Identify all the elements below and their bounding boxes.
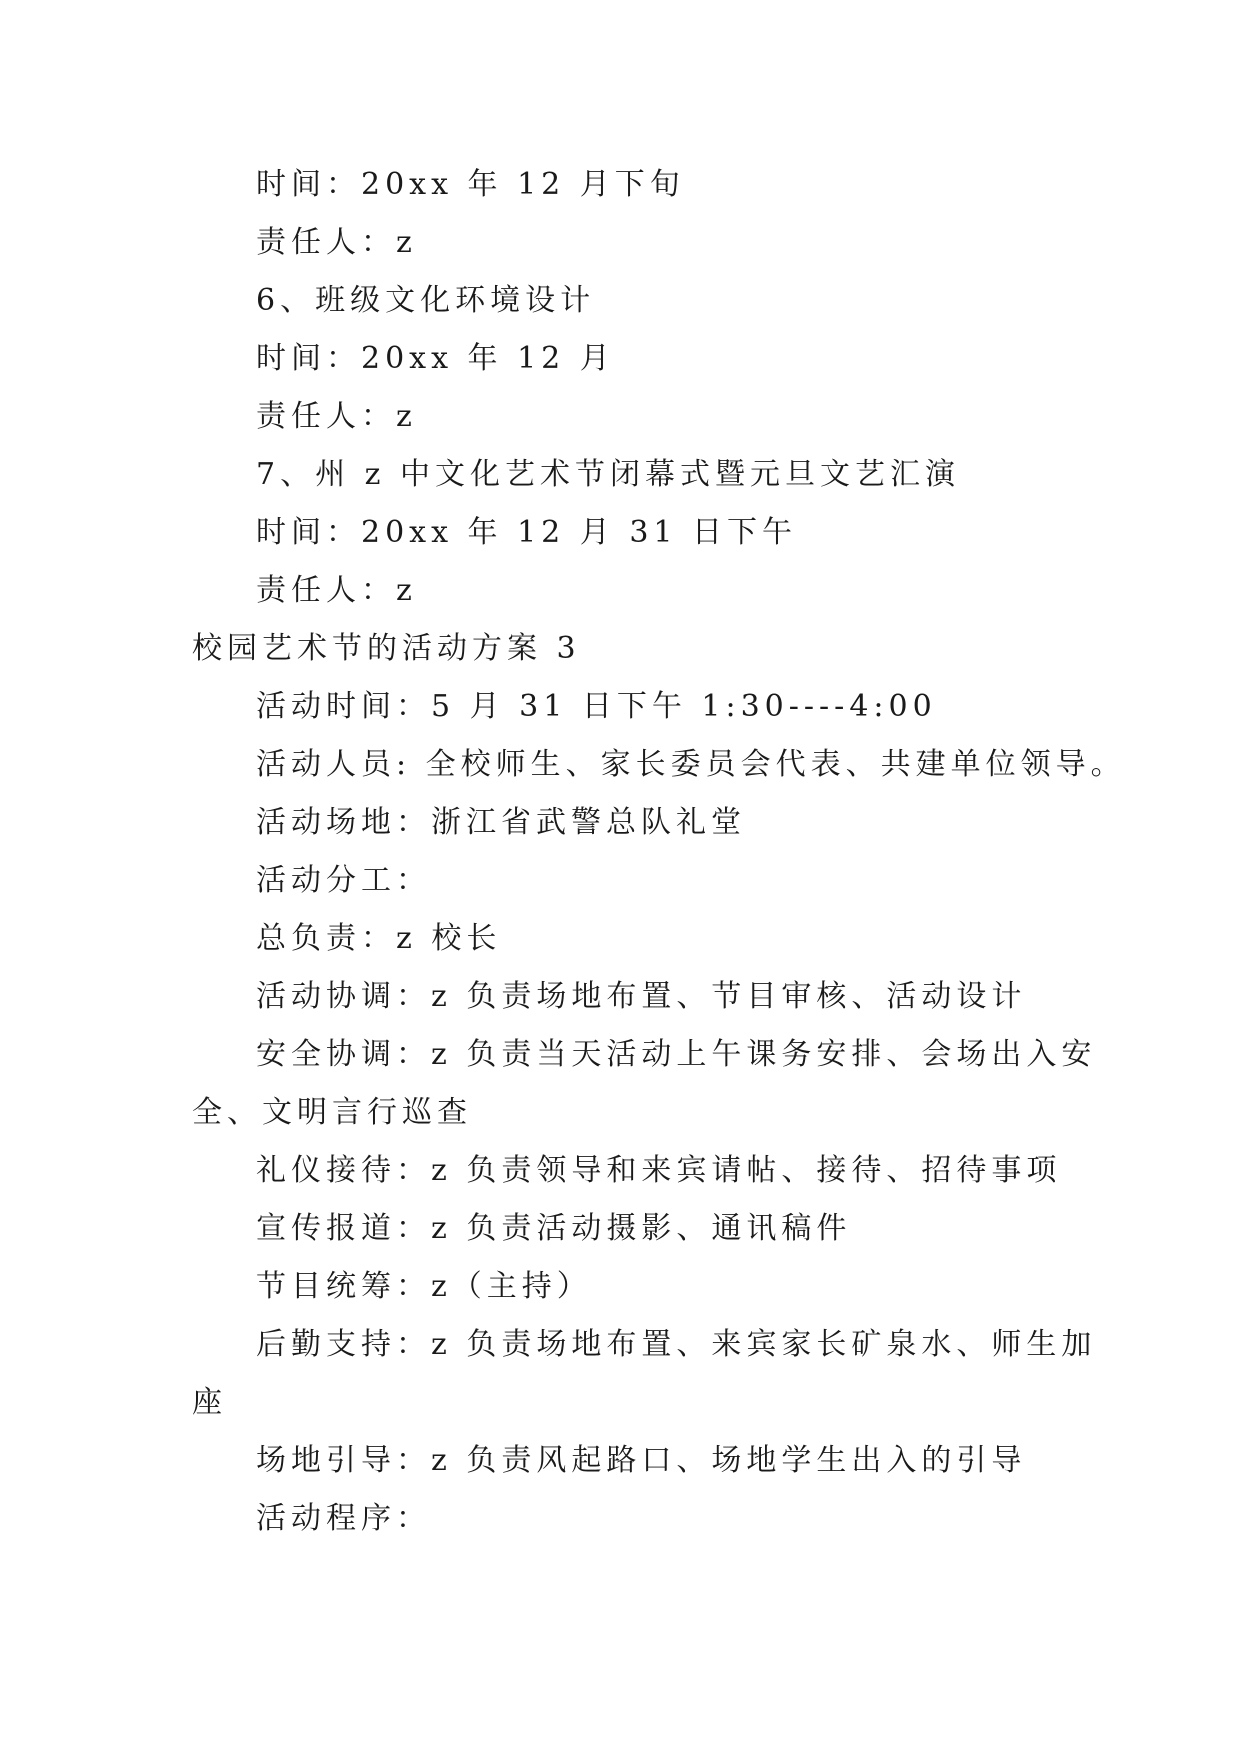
text-line: 场地引导：z 负责风起路口、场地学生出入的引导 xyxy=(256,1443,1027,1478)
text-line: 时间：20xx 年 12 月 xyxy=(256,341,615,376)
text-line-continuation: 座 xyxy=(192,1385,227,1420)
text-line: 后勤支持：z 负责场地布置、来宾家长矿泉水、师生加 xyxy=(256,1327,1097,1362)
text-line: 安全协调：z 负责当天活动上午课务安排、会场出入安 xyxy=(256,1037,1097,1072)
text-line: 责任人：z xyxy=(256,225,417,260)
text-line: 节目统筹：z（主持） xyxy=(256,1269,592,1304)
text-line: 活动程序： xyxy=(256,1501,431,1536)
text-line: 礼仪接待：z 负责领导和来宾请帖、接待、招待事项 xyxy=(256,1153,1062,1188)
text-line: 时间：20xx 年 12 月下旬 xyxy=(256,167,685,202)
text-line: 总负责：z 校长 xyxy=(256,921,502,956)
section-heading: 校园艺术节的活动方案 3 xyxy=(192,631,581,666)
text-line: 活动分工： xyxy=(256,863,431,898)
text-line: 时间：20xx 年 12 月 31 日下午 xyxy=(256,515,798,550)
text-line: 活动人员: 全校师生、家长委员会代表、共建单位领导。 xyxy=(256,747,1126,782)
text-line: 活动协调：z 负责场地布置、节目审核、活动设计 xyxy=(256,979,1027,1014)
text-line-continuation: 全、文明言行巡查 xyxy=(192,1095,472,1130)
text-line: 7、州 z 中文化艺术节闭幕式暨元旦文艺汇演 xyxy=(256,457,960,492)
text-line: 活动时间：5 月 31 日下午 1:30----4:00 xyxy=(256,689,937,724)
text-line: 责任人：z xyxy=(256,573,417,608)
text-line: 宣传报道：z 负责活动摄影、通讯稿件 xyxy=(256,1211,852,1246)
text-line: 责任人：z xyxy=(256,399,417,434)
text-line: 活动场地：浙江省武警总队礼堂 xyxy=(256,805,746,840)
text-line: 6、班级文化环境设计 xyxy=(256,283,596,318)
